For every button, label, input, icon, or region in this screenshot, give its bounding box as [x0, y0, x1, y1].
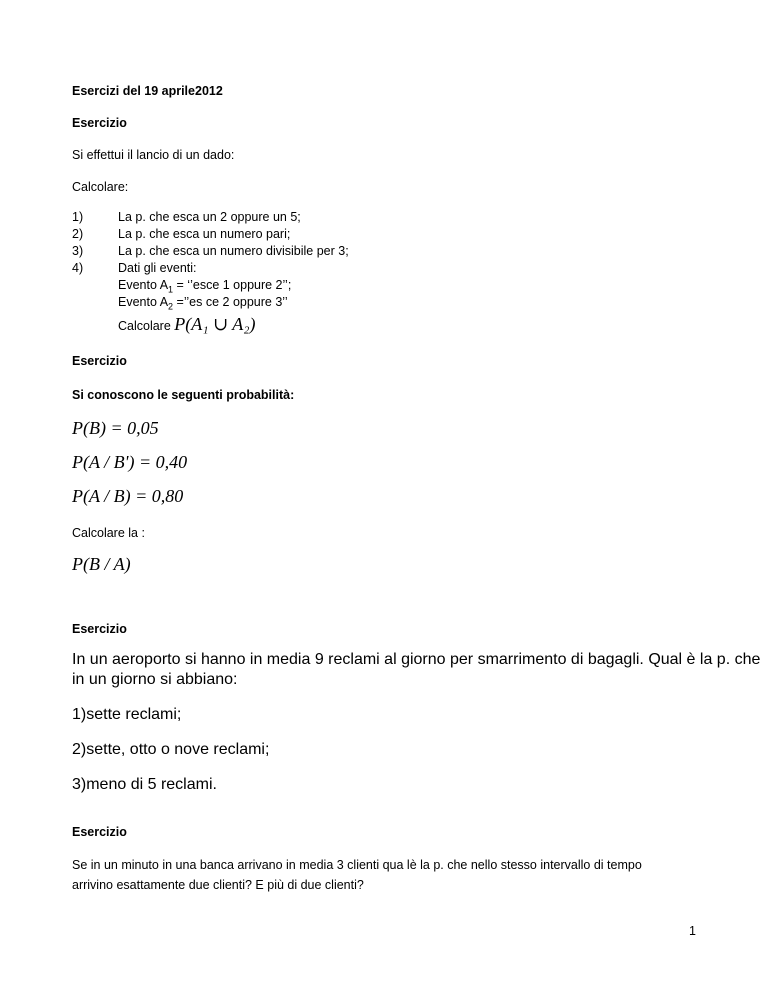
exercise-1-calc-label: Calcolare: — [72, 180, 129, 194]
list-item: Dati gli eventi: — [118, 261, 197, 275]
exercise-1-heading: Esercizio — [72, 116, 127, 130]
list-item: La p. che esca un numero divisibile per 3; — [118, 244, 349, 258]
exercise-2-intro: Si conoscono le seguenti probabilità: — [72, 388, 295, 402]
exercise-2-calc-label: Calcolare la : — [72, 526, 145, 540]
exercise-4-text-line-2: arrivino esattamente due clienti? E più di due clienti? — [72, 878, 364, 892]
list-item-number: 2) — [72, 227, 84, 241]
page-number: 1 — [689, 924, 696, 938]
exercise-3-item: 1)sette reclami; — [72, 706, 182, 723]
list-item: La p. che esca un numero pari; — [118, 227, 291, 241]
exercise-3-item: 3)meno di 5 reclami. — [72, 776, 217, 793]
list-item-number: 1) — [72, 210, 84, 224]
event-1-line: Evento $A_1$ = ‘’esce 1 oppure 2’’; — [118, 278, 292, 295]
list-item-number: 3) — [72, 244, 84, 258]
exercise-4-text-line-1: Se in un minuto in una banca arrivano in media 3 clienti qua lè la p. che nello stesso intervallo di tempo — [72, 858, 642, 872]
formula-pb-given-a: P(B / A) — [72, 554, 131, 574]
formula-pa-given-b: P(A / B) = 0,80 — [72, 486, 184, 506]
exercise-3-text-line-1: In un aeroporto si hanno in media 9 reclami al giorno per smarrimento di bagagli. Qual è la p. che — [72, 651, 761, 668]
exercise-3-item: 2)sette, otto o nove reclami; — [72, 741, 270, 758]
exercise-2-heading: Esercizio — [72, 354, 127, 368]
event-2-line: Evento $A_2$ =’’es ce 2 oppure 3’’ — [118, 295, 288, 312]
union-formula: P(A₁ ∪ A₂) — [174, 314, 256, 334]
exercise-3-text-line-2: in un giorno si abbiano: — [72, 671, 238, 688]
calc-union-line: Calcolare P(A₁ ∪ A₂) — [118, 314, 256, 334]
list-item-number: 4) — [72, 261, 84, 275]
list-item: La p. che esca un 2 oppure un 5; — [118, 210, 301, 224]
document-title: Esercizi del 19 aprile2012 — [72, 84, 223, 98]
exercise-4-heading: Esercizio — [72, 825, 127, 839]
formula-pa-given-not-b: P(A / B') = 0,40 — [72, 452, 188, 472]
formula-pb: P(B) = 0,05 — [72, 418, 159, 438]
exercise-1-intro: Si effettui il lancio di un dado: — [72, 148, 235, 162]
exercise-3-heading: Esercizio — [72, 622, 127, 636]
